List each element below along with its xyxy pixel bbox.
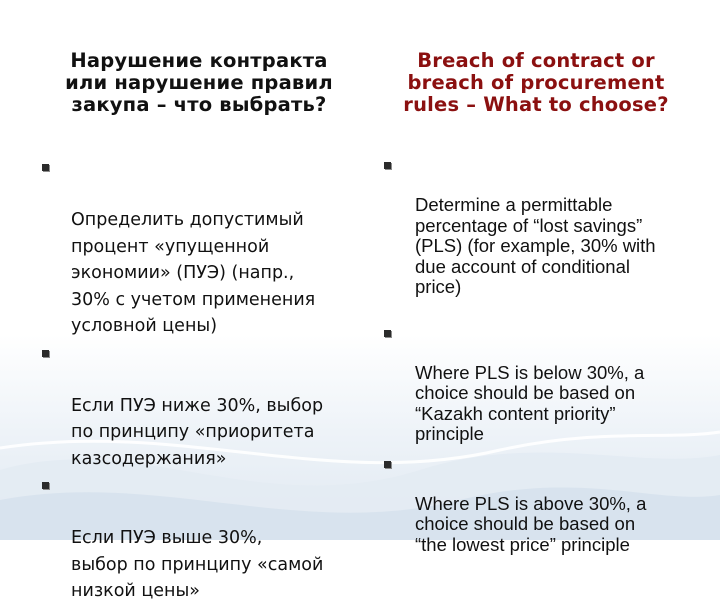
russian-bullet-item	[40, 154, 358, 340]
square-bullet-icon	[384, 162, 391, 169]
english-bullet-text: Determine a permittable percentage of “lost savings” (PLS) (for example, 30% with due account of conditional price)	[415, 194, 656, 297]
english-bullet-item	[382, 322, 690, 445]
english-bullet-item	[382, 154, 690, 298]
square-bullet-icon	[384, 461, 391, 468]
russian-bullet-text: Если ПУЭ выше 30%, выбор по принципу «самой низкой цены»	[71, 528, 324, 601]
russian-title: Нарушение контракта или нарушение правил закупа – что выбрать?	[65, 49, 333, 116]
english-bullet-text: Where PLS is above 30%, a choice should be based on “the lowest price” principle	[415, 492, 647, 555]
english-title: Breach of contract or breach of procurement rules – What to choose?	[403, 49, 669, 116]
russian-bullet-item	[40, 472, 358, 605]
russian-column	[40, 50, 358, 605]
square-bullet-icon	[384, 330, 391, 337]
russian-bullet-text: Если ПУЭ ниже 30%, выбор по принципу «приоритета казсодержания»	[71, 395, 324, 469]
square-bullet-icon	[42, 482, 49, 489]
english-bullet-list	[382, 154, 690, 555]
english-column	[382, 50, 690, 555]
russian-bullet-text: Определить допустимый процент «упущенной экономии» (ПУЭ) (напр., 30% с учетом применения условной цены)	[71, 210, 316, 336]
square-bullet-icon	[42, 350, 49, 357]
russian-bullet-item	[40, 340, 358, 473]
english-bullet-text: Where PLS is below 30%, a choice should be based on “Kazakh content priority” principle	[415, 361, 645, 444]
english-bullet-item	[382, 453, 690, 556]
russian-bullet-list	[40, 154, 358, 605]
square-bullet-icon	[42, 164, 49, 171]
